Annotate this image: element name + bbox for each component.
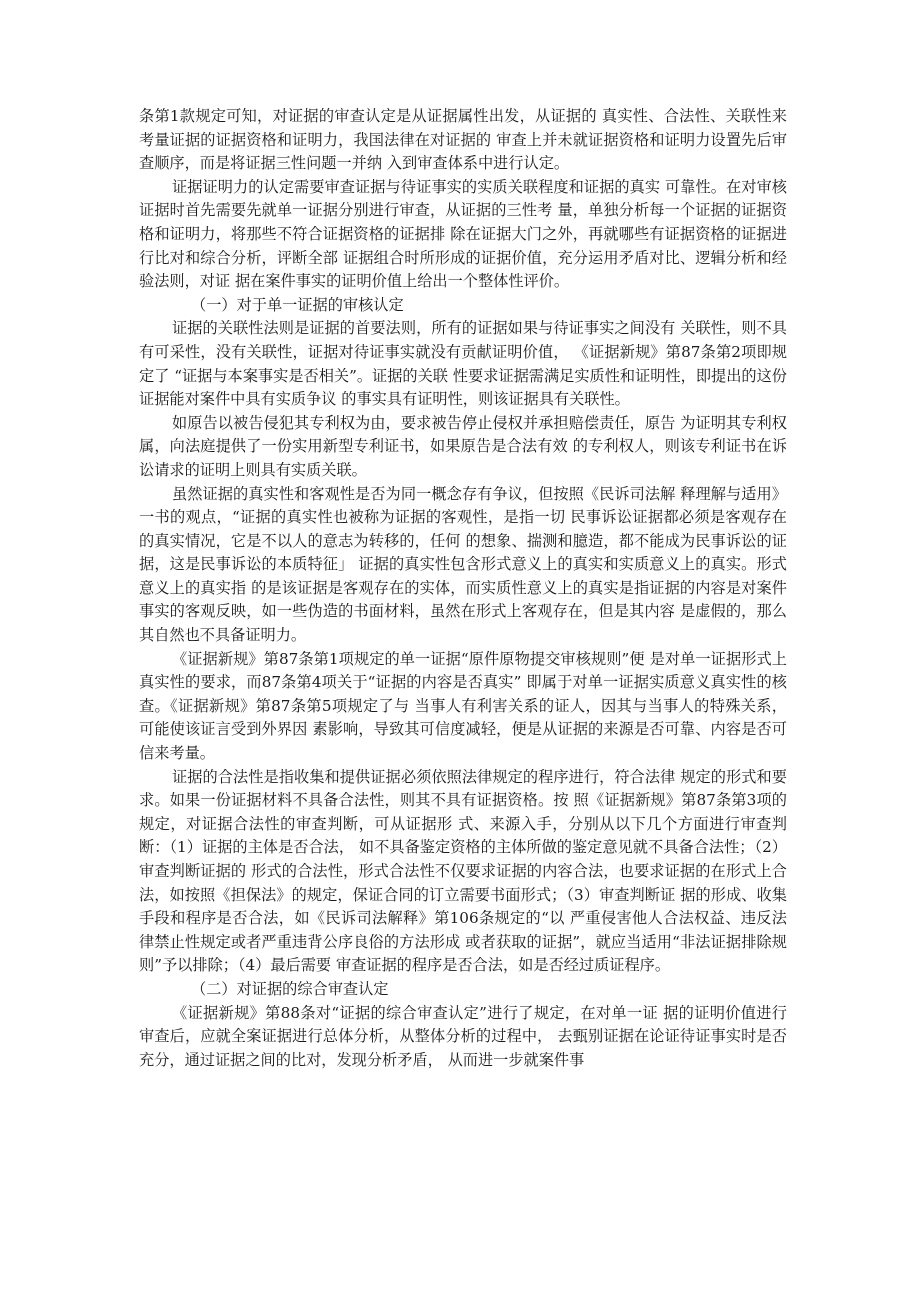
paragraph-article-88: 《证据新规》第88条对“证据的综合审查认定”进行了规定，在对单一证 据的证明价值进行审查后，应就全案证据进行总体分析，从整体分析的过程中， 去甄别证据在论证待证事实时是否充分，通过证据之间的比对，发现分析矛盾， 从而进一步就案件事 <box>139 1003 787 1069</box>
paragraph-legality: 证据的合法性是指收集和提供证据必须依照法律规定的程序进行，符合法律 规定的形式和要求。如果一份证据材料不具备合法性，则其不具有证据资格。按 照《证据新规》第87条第3项的规定，对证据合法性的审查判断，可从证据形 式、来源入手，分别从以下几个方面进行审查判断：（1）证据的主体是否合法， 如不具备鉴定资格的主体所做的鉴定意见就不具备合法性；（2）审查判断证据的 形式的合法性，形式合法性不仅要求证据的内容合法，也要求证据的在形式上合 法，如按照《担保法》的规定，保证合同的订立需要书面形式；（3）审查判断证 据的形成、收集手段和程序是否合法，如《民诉司法解释》第106条规定的“以 严重侵害他人合法权益、违反法律禁止性规定或者严重违背公序良俗的方法形成 或者获取的证据”，就应当适用“非法证据排除规则”予以排除；（4）最后需要 审查证据的程序是否合法，如是否经过质证程序。 <box>139 767 787 975</box>
paragraph-relevance-rule: 证据的关联性法则是证据的首要法则，所有的证据如果与待证事实之间没有 关联性，则不具有可采性，没有关联性，证据对待证事实就没有贡献证明价值， 《证据新规》第87条第2项即规定了 “证据与本案事实是否相关”。证据的关联 性要求证据需满足实质性和证明性，即提出的这份证据能对案件中具有实质争议 的事实具有证明性，则该证据具有关联性。 <box>139 319 787 409</box>
document-body <box>139 105 787 1072</box>
section-heading-single-evidence: （一）对于单一证据的审核认定 <box>191 295 404 314</box>
paragraph-authenticity: 虽然证据的真实性和客观性是否为同一概念存有争议，但按照《民诉司法解 释理解与适用》一书的观点，“证据的真实性也被称为证据的客观性，是指一切 民事诉讼证据都必须是客观存在的真实情况，它是不以人的意志为转移的，任何 的想象、揣测和臆造，都不能成为民事诉讼的证据，这是民事诉讼的本质特征」 证据的真实性包含形式意义上的真实和实质意义上的真实。形式意义上的真实指 的是该证据是客观存在的实体，而实质性意义上的真实是指证据的内容是对案件 事实的客观反映，如一些伪造的书面材料，虽然在形式上客观存在，但是其内容 是虚假的，那么其自然也不具备证明力。 <box>139 484 787 645</box>
section-heading-comprehensive-review: （二）对证据的综合审查认定 <box>191 979 389 998</box>
paragraph-article-87: 《证据新规》第87条第1项规定的单一证据“原件原物提交审核规则”便 是对单一证据形式上真实性的要求，而87条第4项关于“证据的内容是否真实” 即属于对单一证据实质意义真实性的核查。《证据新规》第87条第5项规定了与 当事人有利害关系的证人，因其与当事人的特殊关系，可能使该证言受到外界因 素影响，导致其可信度减轻，便是从证据的来源是否可靠、内容是否可信来考量。 <box>139 649 787 763</box>
paragraph-continuation: 条第1款规定可知，对证据的审查认定是从证据属性出发，从证据的 真实性、合法性、关联性来考量证据的证据资格和证明力，我国法律在对证据的 审查上并未就证据资格和证明力设置先后审查顺序，而是将证据三性问题一并纳 入到审查体系中进行认定。 <box>139 107 787 173</box>
paragraph-patent-example: 如原告以被告侵犯其专利权为由，要求被告停止侵权并承担赔偿责任，原告 为证明其专利权属，向法庭提供了一份实用新型专利证书，如果原告是合法有效 的专利权人，则该专利证书在诉讼请求的证明上则具有实质关联。 <box>139 413 787 479</box>
paragraph-evidence-probative-force: 证据证明力的认定需要审查证据与待证事实的实质关联程度和证据的真实 可靠性。在对审核证据时首先需要先就单一证据分别进行审查，从证据的三性考 量，单独分析每一个证据的证据资格和证明力，将那些不符合证据资格的证据排 除在证据大门之外，再就哪些有证据资格的证据进行比对和综合分析，评断全部 证据组合时所形成的证据价值，充分运用矛盾对比、逻辑分析和经验法则，对证 据在案件事实的证明价值上给出一个整体性评价。 <box>139 177 787 291</box>
